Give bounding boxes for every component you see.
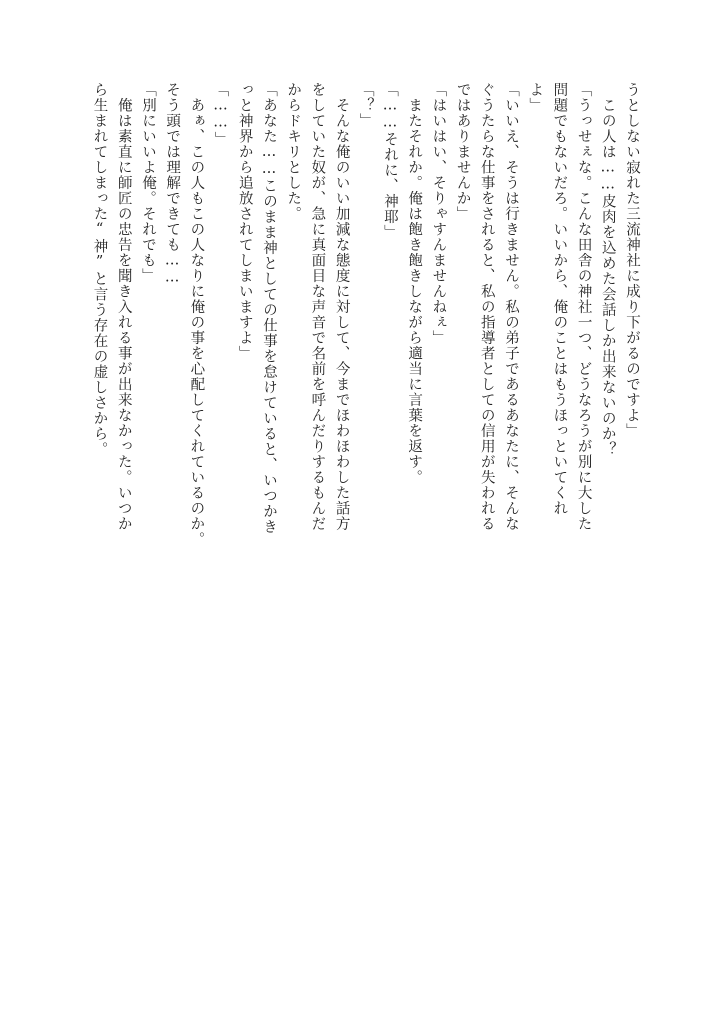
text-line: うとしない寂れた三流神社に成り下がるのですよ」 [624,82,640,439]
text-line [15,82,39,962]
text-line: 俺は素直に師匠の忠告を聞き入れる事が出来なかった。いつか [115,82,132,532]
text-line: 「いいえ、そうは行きません。私の弟子であるあなたに、そんな [502,82,519,532]
text-line: ではありませんか」 [454,82,471,222]
text-line: ら生まれてしまった“神”と言う存在の虚しさから。 [91,82,108,457]
text-line [39,82,63,962]
text-line: 「あなた……このまま神としての仕事を怠けていると、いつかき [260,82,277,535]
text-line: っと神界から追放されてしまいますよ」 [236,82,253,361]
text-line: をしていた奴が、急に真面目な声音で名前を呼んだりするもんだ [309,82,326,532]
text-line [0,82,15,962]
text-line: 「？」 [357,82,374,129]
text-line: 「……」 [212,82,229,147]
text-line: またそれか。俺は飽き飽きしながら適当に言葉を返す。 [406,82,423,485]
vertical-text-body [0,82,644,962]
text-line: よ」 [527,82,544,113]
text-line: 問題でもないだろ。いいから、俺のことはもうほっといてくれ [551,82,568,516]
text-line: 「うっせぇな。こんな田舎の神社一つ、どうなろうが別に大した [575,82,592,532]
text-line: 「はいはい、そりゃすんませんねぇ」 [430,82,447,346]
text-line: ぐうたらな仕事をされると、私の指導者としての信用が失われる [478,82,495,532]
text-line: あぁ、この人もこの人なりに俺の事を心配してくれているのか。 [188,82,205,547]
text-line: この人は……皮肉を込めた会話しか出来ないのか？ [599,82,616,457]
text-line: 「……それに、神耶」 [381,82,398,240]
text-line: そう頭では理解できても…… [164,82,181,287]
text-line: からドキリとした。 [285,82,302,222]
text-line: そんな俺のいい加減な態度に対して、今までほわほわした話方 [333,82,350,532]
text-line [63,82,87,962]
text-line: 「別にいいよ俺。それでも」 [139,82,156,284]
